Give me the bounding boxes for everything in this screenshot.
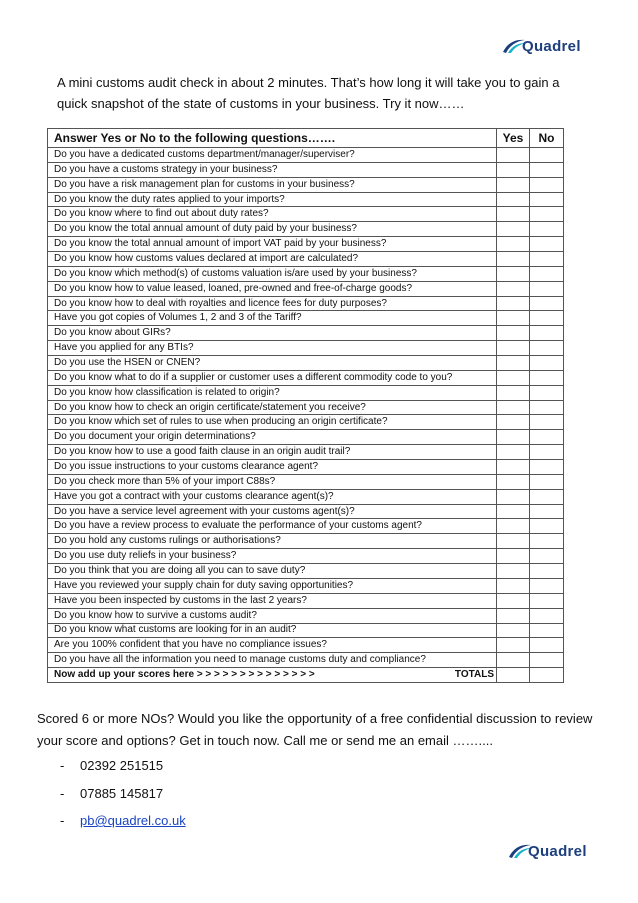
question-text: Do you use duty reliefs in your business? — [48, 549, 497, 564]
table-row — [48, 489, 564, 504]
yes-answer-cell[interactable] — [497, 385, 530, 400]
contact-item — [60, 757, 186, 785]
question-text: Do you know which set of rules to use when producing an origin certificate? — [48, 415, 497, 430]
table-row — [48, 549, 564, 564]
question-text: Do you know what to do if a supplier or customer uses a different commodity code to you? — [48, 370, 497, 385]
table-row — [48, 311, 564, 326]
question-text: Are you 100% confident that you have no compliance issues? — [48, 638, 497, 653]
question-text: Do you know the duty rates applied to your imports? — [48, 192, 497, 207]
no-answer-cell[interactable] — [530, 266, 564, 281]
no-answer-cell[interactable] — [530, 385, 564, 400]
no-answer-cell[interactable] — [530, 638, 564, 653]
no-answer-cell[interactable] — [530, 504, 564, 519]
bullet-dash: - — [60, 785, 65, 801]
table-row — [48, 252, 564, 267]
table-row — [48, 430, 564, 445]
phone-number-1: 02392 251515 — [80, 758, 164, 773]
no-answer-cell[interactable] — [530, 534, 564, 549]
yes-answer-cell[interactable] — [497, 415, 530, 430]
question-text: Have you got a contract with your customs clearance agent(s)? — [48, 489, 497, 504]
table-row — [48, 326, 564, 341]
no-answer-cell[interactable] — [530, 593, 564, 608]
table-header-no: No — [530, 129, 564, 148]
table-row — [48, 534, 564, 549]
table-row — [48, 519, 564, 534]
table-row — [48, 415, 564, 430]
no-answer-cell[interactable] — [530, 400, 564, 415]
question-text: Do you have a dedicated customs department/manager/superviser? — [48, 148, 497, 163]
question-text: Do you use the HSEN or CNEN? — [48, 356, 497, 371]
table-row — [48, 296, 564, 311]
totals-instruction: Now add up your scores here > > > > > > > > > > > > > > — [54, 669, 315, 680]
table-row — [48, 370, 564, 385]
no-total-cell[interactable] — [530, 668, 564, 683]
yes-answer-cell[interactable] — [497, 341, 530, 356]
no-answer-cell[interactable] — [530, 370, 564, 385]
question-text: Do you know the total annual amount of import VAT paid by your business? — [48, 237, 497, 252]
no-answer-cell[interactable] — [530, 519, 564, 534]
table-row — [48, 281, 564, 296]
totals-row — [48, 668, 564, 683]
no-answer-cell[interactable] — [530, 252, 564, 267]
yes-answer-cell[interactable] — [497, 162, 530, 177]
logo-text: Quadrel — [528, 843, 587, 860]
yes-answer-cell[interactable] — [497, 252, 530, 267]
question-text: Do you have a risk management plan for customs in your business? — [48, 177, 497, 192]
question-text: Do you document your origin determinations? — [48, 430, 497, 445]
yes-answer-cell[interactable] — [497, 370, 530, 385]
yes-answer-cell[interactable] — [497, 564, 530, 579]
question-text: Do you know the total annual amount of duty paid by your business? — [48, 222, 497, 237]
table-header-yes: Yes — [497, 129, 530, 148]
question-text: Have you reviewed your supply chain for duty saving opportunities? — [48, 578, 497, 593]
yes-answer-cell[interactable] — [497, 148, 530, 163]
no-answer-cell[interactable] — [530, 311, 564, 326]
bullet-dash: - — [60, 758, 65, 773]
table-row — [48, 460, 564, 475]
table-row — [48, 474, 564, 489]
question-text: Do you hold any customs rulings or authorisations? — [48, 534, 497, 549]
yes-answer-cell[interactable] — [497, 519, 530, 534]
yes-answer-cell[interactable] — [497, 593, 530, 608]
table-row — [48, 608, 564, 623]
question-text: Do you have a customs strategy in your business? — [48, 162, 497, 177]
yes-answer-cell[interactable] — [497, 549, 530, 564]
table-row — [48, 623, 564, 638]
yes-answer-cell[interactable] — [497, 207, 530, 222]
quadrel-logo-footer — [508, 843, 587, 859]
question-text: Do you know how to check an origin certificate/statement you receive? — [48, 400, 497, 415]
yes-answer-cell[interactable] — [497, 356, 530, 371]
table-row — [48, 341, 564, 356]
table-row — [48, 445, 564, 460]
intro-paragraph: A mini customs audit check in about 2 minutes. That’s how long it will take you to gain a quick snapshot of the state of customs in your business. Try it now…… — [57, 75, 560, 111]
table-row — [48, 578, 564, 593]
no-answer-cell[interactable] — [530, 162, 564, 177]
table-row — [48, 237, 564, 252]
yes-answer-cell[interactable] — [497, 623, 530, 638]
outro-paragraph: Scored 6 or more NOs? Would you like the opportunity of a free confidential discussion to review your score and options? Get in touch now. Call me or send me an email …….... — [37, 711, 593, 748]
question-text: Do you know how customs values declared at import are calculated? — [48, 252, 497, 267]
table-row — [48, 266, 564, 281]
yes-answer-cell[interactable] — [497, 281, 530, 296]
question-text: Do you know how to use a good faith clause in an origin audit trail? — [48, 445, 497, 460]
logo-text: Quadrel — [522, 38, 581, 55]
yes-answer-cell[interactable] — [497, 237, 530, 252]
table-row — [48, 564, 564, 579]
no-answer-cell[interactable] — [530, 549, 564, 564]
question-text: Do you issue instructions to your customs clearance agent? — [48, 460, 497, 475]
no-answer-cell[interactable] — [530, 445, 564, 460]
table-row — [48, 385, 564, 400]
question-text: Do you check more than 5% of your import C88s? — [48, 474, 497, 489]
no-answer-cell[interactable] — [530, 341, 564, 356]
no-answer-cell[interactable] — [530, 623, 564, 638]
yes-answer-cell[interactable] — [497, 430, 530, 445]
contact-list — [60, 757, 186, 840]
no-answer-cell[interactable] — [530, 192, 564, 207]
question-text: Do you have a service level agreement with your customs agent(s)? — [48, 504, 497, 519]
yes-answer-cell[interactable] — [497, 504, 530, 519]
email-link[interactable]: pb@quadrel.co.uk — [80, 813, 186, 828]
table-row — [48, 222, 564, 237]
yes-answer-cell[interactable] — [497, 400, 530, 415]
yes-answer-cell[interactable] — [497, 326, 530, 341]
yes-answer-cell[interactable] — [497, 489, 530, 504]
no-answer-cell[interactable] — [530, 222, 564, 237]
question-text: Do you have a review process to evaluate the performance of your customs agent? — [48, 519, 497, 534]
question-text: Do you think that you are doing all you can to save duty? — [48, 564, 497, 579]
yes-answer-cell[interactable] — [497, 653, 530, 668]
quadrel-logo — [502, 38, 581, 54]
no-answer-cell[interactable] — [530, 474, 564, 489]
table-row — [48, 177, 564, 192]
question-text: Do you know how classification is related to origin? — [48, 385, 497, 400]
question-text: Have you got copies of Volumes 1, 2 and 3 of the Tariff? — [48, 311, 497, 326]
yes-answer-cell[interactable] — [497, 296, 530, 311]
yes-answer-cell[interactable] — [497, 177, 530, 192]
no-answer-cell[interactable] — [530, 489, 564, 504]
yes-answer-cell[interactable] — [497, 266, 530, 281]
yes-answer-cell[interactable] — [497, 445, 530, 460]
yes-total-cell[interactable] — [497, 668, 530, 683]
table-row — [48, 148, 564, 163]
table-row — [48, 638, 564, 653]
no-answer-cell[interactable] — [530, 415, 564, 430]
table-header-question: Answer Yes or No to the following questions……. — [48, 129, 497, 148]
yes-answer-cell[interactable] — [497, 578, 530, 593]
question-text: Do you know which method(s) of customs valuation is/are used by your business? — [48, 266, 497, 281]
totals-label: TOTALS — [454, 669, 494, 680]
no-answer-cell[interactable] — [530, 653, 564, 668]
yes-answer-cell[interactable] — [497, 460, 530, 475]
no-answer-cell[interactable] — [530, 564, 564, 579]
table-row — [48, 192, 564, 207]
yes-answer-cell[interactable] — [497, 474, 530, 489]
table-row — [48, 162, 564, 177]
no-answer-cell[interactable] — [530, 281, 564, 296]
no-answer-cell[interactable] — [530, 356, 564, 371]
yes-answer-cell[interactable] — [497, 608, 530, 623]
question-text: Do you know what customs are looking for in an audit? — [48, 623, 497, 638]
no-answer-cell[interactable] — [530, 430, 564, 445]
table-row — [48, 653, 564, 668]
no-answer-cell[interactable] — [530, 296, 564, 311]
question-text: Do you know where to find out about duty rates? — [48, 207, 497, 222]
audit-table — [47, 128, 564, 683]
question-text: Have you applied for any BTIs? — [48, 341, 497, 356]
contact-item — [60, 812, 186, 840]
yes-answer-cell[interactable] — [497, 311, 530, 326]
question-text: Do you know how to survive a customs audit? — [48, 608, 497, 623]
no-answer-cell[interactable] — [530, 148, 564, 163]
question-text: Do you know how to value leased, loaned, pre-owned and free-of-charge goods? — [48, 281, 497, 296]
yes-answer-cell[interactable] — [497, 192, 530, 207]
table-row — [48, 356, 564, 371]
table-row — [48, 593, 564, 608]
question-text: Do you know about GIRs? — [48, 326, 497, 341]
question-text: Do you know how to deal with royalties and licence fees for duty purposes? — [48, 296, 497, 311]
table-row — [48, 504, 564, 519]
no-answer-cell[interactable] — [530, 177, 564, 192]
phone-number-2: 07885 145817 — [80, 785, 164, 801]
table-row — [48, 207, 564, 222]
no-answer-cell[interactable] — [530, 207, 564, 222]
yes-answer-cell[interactable] — [497, 222, 530, 237]
bullet-dash: - — [60, 813, 65, 828]
totals-label-cell — [48, 668, 497, 683]
question-text: Have you been inspected by customs in the last 2 years? — [48, 593, 497, 608]
yes-answer-cell[interactable] — [497, 534, 530, 549]
contact-item — [60, 785, 186, 813]
no-answer-cell[interactable] — [530, 608, 564, 623]
no-answer-cell[interactable] — [530, 237, 564, 252]
no-answer-cell[interactable] — [530, 460, 564, 475]
table-row — [48, 400, 564, 415]
no-answer-cell[interactable] — [530, 578, 564, 593]
yes-answer-cell[interactable] — [497, 638, 530, 653]
no-answer-cell[interactable] — [530, 326, 564, 341]
question-text: Do you have all the information you need to manage customs duty and compliance? — [48, 653, 497, 668]
